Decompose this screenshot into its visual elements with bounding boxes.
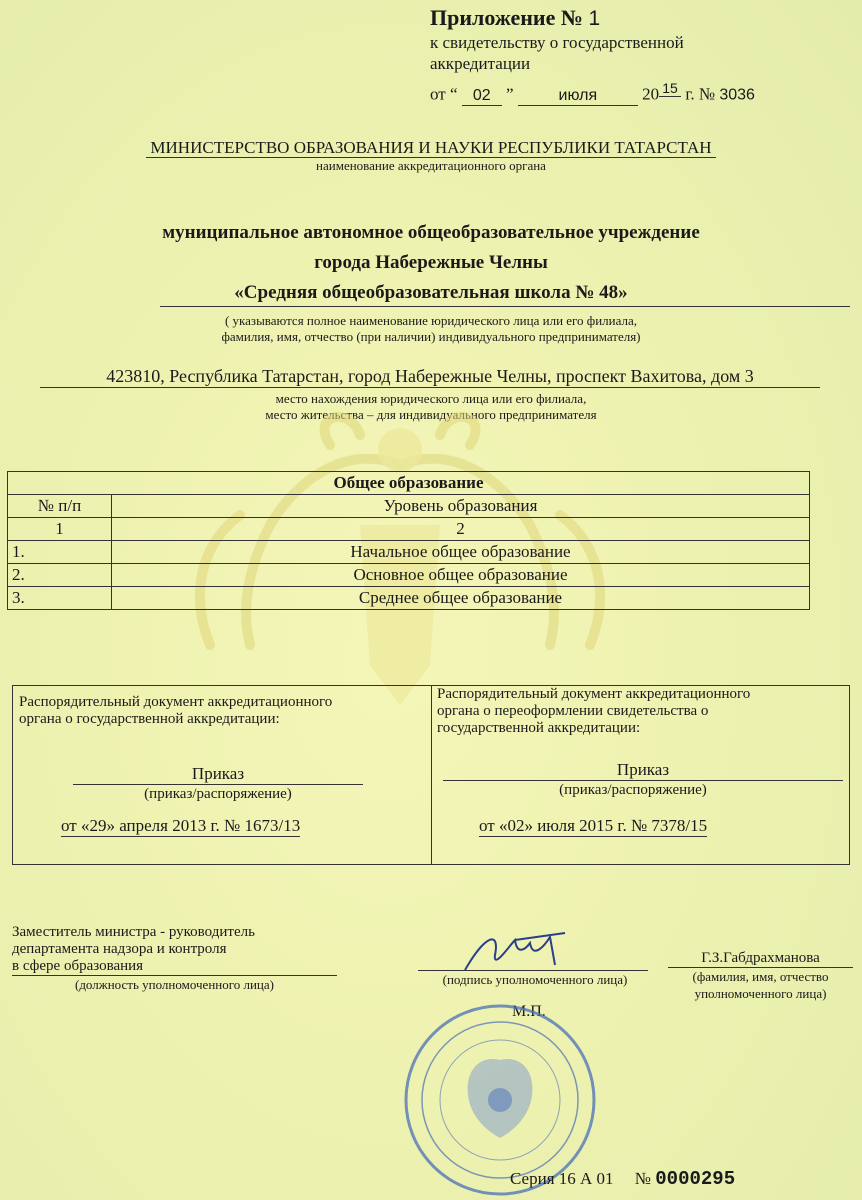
series-label: Серия 16 А 01: [510, 1169, 614, 1188]
table-column-numbers-row: [8, 518, 810, 541]
date-month: июля: [518, 87, 638, 106]
organization-line3: «Средняя общеобразовательная школа № 48»: [234, 282, 628, 303]
signatory-position-line2: департамента надзора и контроля: [12, 941, 227, 957]
table-row-level: Основное общее образование: [112, 564, 810, 587]
organization-caption-line2: фамилия, имя, отчество (при наличии) индивидуального предпринимателя): [221, 329, 641, 344]
form-number: 0000295: [655, 1168, 736, 1190]
address-caption-line1: место нахождения юридического лица или его филиала,: [275, 391, 587, 406]
date-number-label: г. №: [685, 84, 716, 104]
date-year-prefix: 20: [642, 84, 660, 104]
right-doc-date: от «02» июля 2015 г. № 7378/15: [479, 816, 708, 835]
table-row-num: 2.: [8, 564, 112, 587]
seal-label: М.П.: [512, 1003, 546, 1020]
signatory-name-caption-line2: уполномоченного лица): [694, 986, 827, 1001]
organization-caption-line1: ( указываются полное наименование юридического лица или его филиала,: [224, 313, 638, 328]
administrative-documents-box: [12, 685, 850, 865]
appendix-date: [430, 80, 755, 106]
right-doc-heading-line3: государственной аккредитации:: [437, 720, 641, 736]
left-doc-heading-line1: Распорядительный документ аккредитационного: [19, 694, 333, 710]
table-row-level: Среднее общее образование: [112, 587, 810, 610]
left-doc-heading-line2: органа о государственной аккредитации:: [19, 711, 280, 727]
ministry-name-text: МИНИСТЕРСТВО ОБРАЗОВАНИЯ И НАУКИ РЕСПУБЛИКИ ТАТАРСТАН: [146, 138, 715, 158]
table-row: [8, 587, 810, 610]
right-doc-heading-line1: Распорядительный документ аккредитационного: [437, 686, 751, 702]
form-number-label: №: [634, 1169, 652, 1188]
table-row: [8, 541, 810, 564]
date-day: 02: [462, 87, 502, 106]
ministry-name: [0, 138, 862, 158]
right-doc-type: Приказ: [443, 760, 843, 781]
table-colnum-1: 1: [8, 518, 112, 541]
organization-line2: города Набережные Челны: [314, 252, 548, 273]
appendix-number: 1: [588, 7, 601, 30]
date-quote-close: ”: [506, 84, 514, 104]
left-doc-date: от «29» апреля 2013 г. № 1673/13: [61, 816, 301, 835]
organization-line1: муниципальное автономное общеобразовательное учреждение: [162, 222, 700, 243]
table-row-num: 1.: [8, 541, 112, 564]
left-doc-type: Приказ: [73, 764, 363, 785]
handwritten-signature: [455, 925, 585, 985]
signature-caption: (подпись уполномоченного лица): [442, 972, 628, 987]
appendix-title-text: Приложение №: [430, 5, 583, 30]
signatory-name-caption-line1: (фамилия, имя, отчество: [692, 969, 829, 984]
table-colnum-2: 2: [112, 518, 810, 541]
table-header-level: Уровень образования: [112, 495, 810, 518]
organization-caption: [0, 313, 862, 345]
ministry-caption: наименование аккредитационного органа: [316, 158, 546, 173]
documents-divider: [431, 686, 432, 864]
signatory-position: [12, 924, 337, 993]
education-levels-table: [7, 471, 810, 610]
date-from-label: от “: [430, 84, 458, 104]
right-doc-heading-line2: органа о переоформлении свидетельства о: [437, 703, 709, 719]
appendix-subtitle-line1: к свидетельству о государственной: [430, 33, 684, 52]
appendix-title: [430, 5, 600, 31]
signatory-name-block: [668, 950, 853, 1002]
table-section-title: Общее образование: [8, 472, 810, 495]
left-doc-heading: [19, 694, 419, 728]
table-row: [8, 564, 810, 587]
signatory-position-line1: Заместитель министра - руководитель: [12, 924, 255, 940]
appendix-subtitle-line2: аккредитации: [430, 54, 531, 73]
address-value: 423810, Республика Татарстан, город Набережные Челны, проспект Вахитова, дом 3: [40, 366, 820, 388]
right-doc-type-caption: (приказ/распоряжение): [559, 782, 707, 798]
table-header-num: № п/п: [8, 495, 112, 518]
right-doc-heading: [437, 686, 845, 737]
left-doc-type-caption: (приказ/распоряжение): [144, 786, 292, 802]
organization-underline: [160, 306, 850, 307]
table-row-num: 3.: [8, 587, 112, 610]
certificate-number: 3036: [719, 86, 755, 104]
date-year-suffix: 15: [659, 80, 681, 97]
table-header-row: [8, 495, 810, 518]
address-caption-line2: место жительства – для индивидуального предпринимателя: [265, 407, 597, 422]
table-row-level: Начальное общее образование: [112, 541, 810, 564]
signatory-position-line3: в сфере образования: [12, 958, 337, 976]
table-section-row: [8, 472, 810, 495]
signatory-name: Г.З.Габдрахманова: [668, 950, 853, 968]
form-series: [510, 1168, 735, 1190]
signatory-position-caption: (должность уполномоченного лица): [74, 977, 274, 992]
